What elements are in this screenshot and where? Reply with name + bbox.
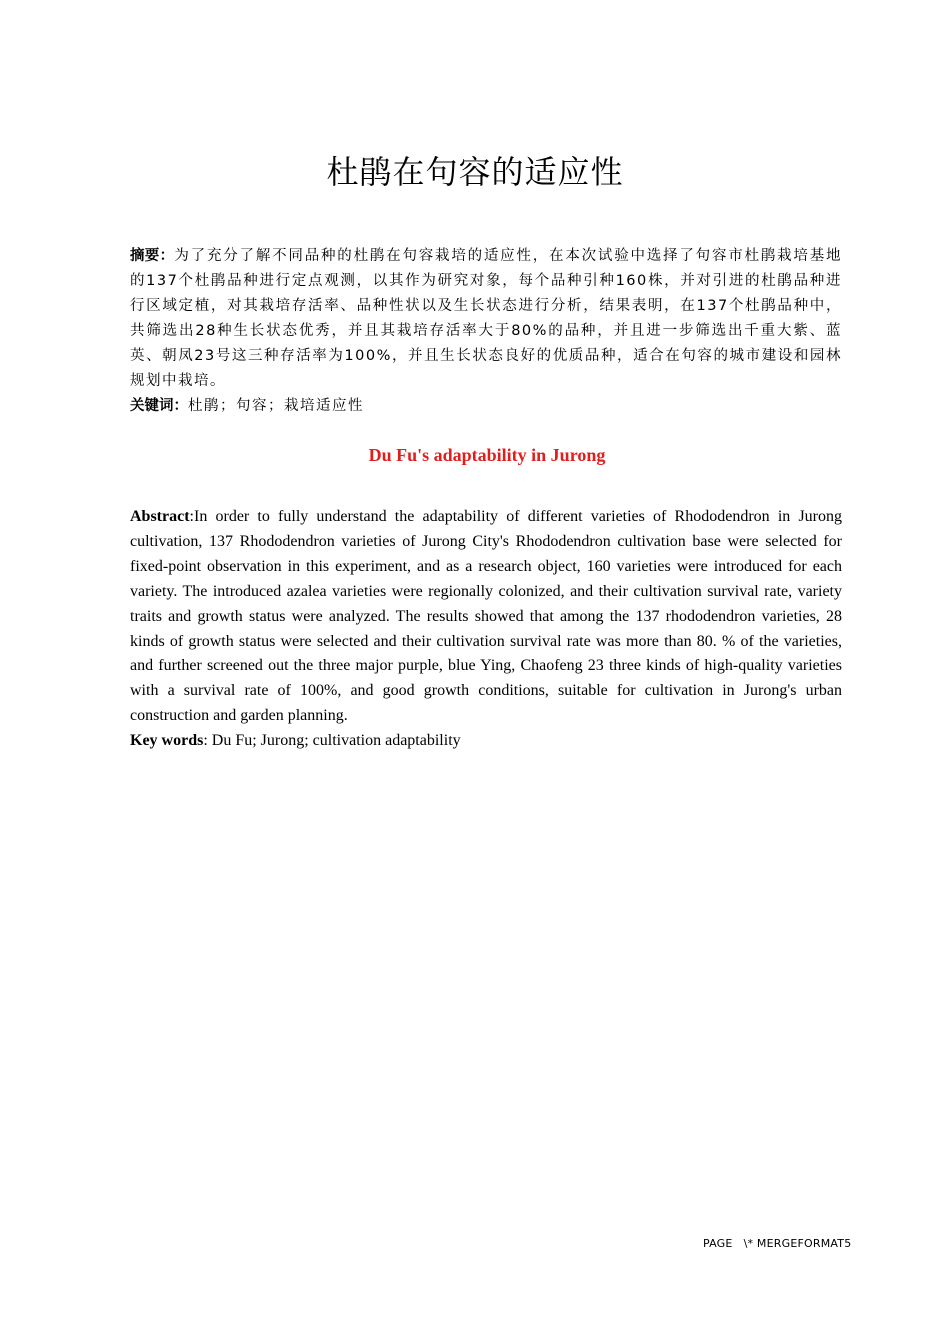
english-keywords-text: : Du Fu; Jurong; cultivation adaptability — [203, 732, 461, 749]
chinese-abstract-label: 摘要： — [130, 248, 175, 264]
chinese-keywords-text: 杜鹃；句容；栽培适应性 — [188, 398, 364, 414]
chinese-keywords-label: 关键词： — [130, 398, 188, 414]
english-abstract-text: :In order to fully understand the adaptability of different varieties of Rhododendron in Jurong cultivation, 137 Rhododendron varieties of Jurong City's Rhododendron cultivation base were selected for fixed-point observation in this experiment, and as a research object, 160 varieties were introduced for each variety. The introduced azalea varieties were regionally colonized, and their cultivation survival rate, variety traits and growth status were analyzed. The results showed that among the 137 rhododendron varieties, 28 kinds of growth status were selected and their cultivation survival rate was more than 80. % of the varieties, and further screened out the three major purple, blue Ying, Chaofeng 23 three kinds of high-quality varieties with a survival rate of 100%, and good growth conditions, suitable for cultivation in Jurong's urban construction and garden planning. — [130, 508, 842, 725]
english-keywords — [130, 729, 842, 754]
english-keywords-label: Key words — [130, 732, 204, 749]
page-number-field: PAGE \* MERGEFORMAT5 — [703, 1237, 852, 1250]
chinese-keywords — [130, 394, 842, 419]
chinese-abstract — [130, 244, 842, 394]
chinese-title: 杜鹃在句容的适应性 — [326, 153, 624, 191]
chinese-abstract-text: 为了充分了解不同品种的杜鹃在句容栽培的适应性，在本次试验中选择了句容市杜鹃栽培基地的137个杜鹃品种进行定点观测，以其作为研究对象，每个品种引种160株，并对引进的杜鹃品种进行区域定植，对其栽培存活率、品种性状以及生长状态进行分析，结果表明，在137个杜鹃品种中，共筛选出28种生长状态优秀，并且其栽培存活率大于80%的品种，并且进一步筛选出千重大紫、蓝英、朝凤23号这三种存活率为100%，并且生长状态良好的优质品种，适合在句容的城市建设和园林规划中栽培。 — [130, 248, 842, 389]
english-abstract — [130, 505, 842, 729]
english-title: Du Fu's adaptability in Jurong — [368, 445, 606, 465]
english-abstract-label: Abstract — [130, 508, 190, 525]
